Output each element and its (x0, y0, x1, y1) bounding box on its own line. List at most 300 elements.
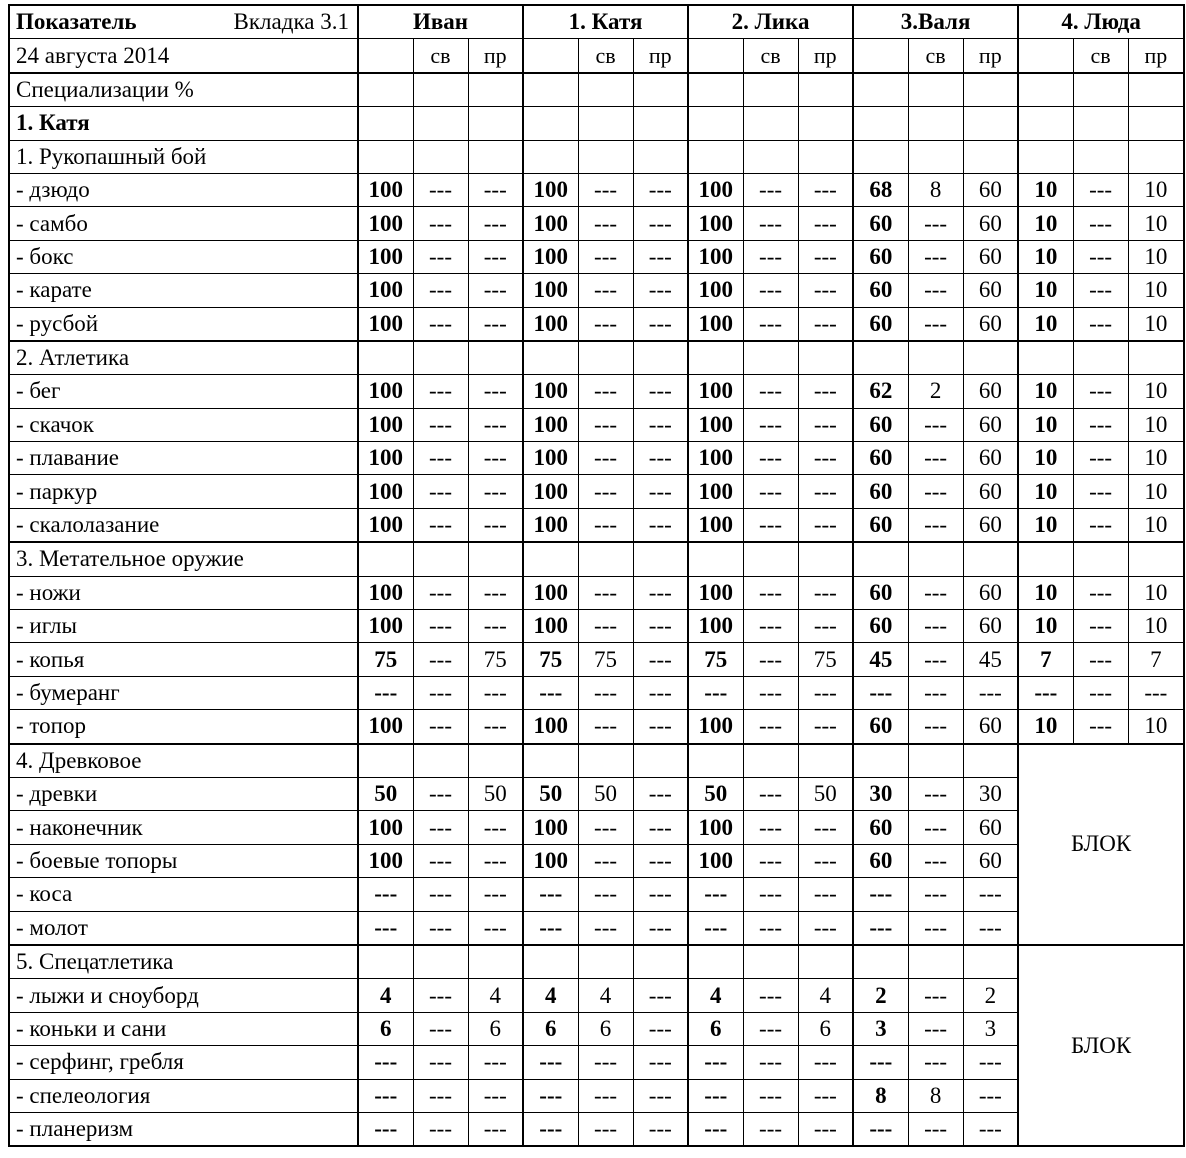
document-page (8, 4, 1178, 1154)
value-cell: --- (413, 911, 468, 945)
empty-cell (688, 39, 743, 73)
value-cell: --- (743, 240, 798, 273)
value-cell: --- (743, 442, 798, 475)
value-cell: 60 (853, 240, 908, 273)
value-cell: --- (413, 442, 468, 475)
value-cell: --- (798, 610, 853, 643)
value-cell: 30 (963, 777, 1018, 810)
row-label: - плавание (9, 442, 358, 475)
empty-cell (853, 73, 908, 107)
value-cell: --- (578, 408, 633, 441)
value-cell: 7 (1018, 643, 1073, 676)
value-cell: --- (1073, 508, 1128, 542)
subcolumn-sv: св (413, 39, 468, 73)
value-cell: 100 (523, 475, 578, 508)
value-cell: --- (578, 844, 633, 877)
empty-cell (743, 945, 798, 979)
value-cell: 6 (468, 1012, 523, 1045)
subcolumn-pr: пр (633, 39, 688, 73)
value-cell: --- (1073, 676, 1128, 709)
value-cell: --- (908, 508, 963, 542)
value-cell: --- (853, 878, 908, 911)
value-cell: --- (798, 844, 853, 877)
value-cell: --- (578, 207, 633, 240)
value-cell: 100 (688, 710, 743, 744)
value-cell: --- (468, 676, 523, 709)
empty-cell (798, 744, 853, 778)
value-cell: 75 (798, 643, 853, 676)
empty-cell (853, 542, 908, 576)
group-header: 4. Люда (1018, 5, 1184, 39)
empty-cell (798, 945, 853, 979)
value-cell: --- (413, 475, 468, 508)
value-cell: --- (853, 1046, 908, 1079)
value-cell: --- (908, 408, 963, 441)
value-cell: 60 (853, 844, 908, 877)
value-cell: --- (908, 610, 963, 643)
empty-cell (468, 542, 523, 576)
empty-cell (1018, 341, 1073, 375)
indicator-label: Показатель (16, 9, 137, 35)
value-cell: --- (523, 1046, 578, 1079)
value-cell: 100 (688, 375, 743, 408)
value-cell: 100 (358, 307, 413, 341)
empty-cell (908, 341, 963, 375)
value-cell: 7 (1128, 643, 1184, 676)
value-cell: --- (1018, 676, 1073, 709)
empty-cell (358, 107, 413, 140)
value-cell: --- (633, 207, 688, 240)
table-row (9, 643, 1184, 676)
section-heading: 5. Спецатлетика (9, 945, 358, 979)
value-cell: --- (633, 1112, 688, 1146)
empty-cell (743, 73, 798, 107)
value-cell: 45 (853, 643, 908, 676)
table-row (9, 375, 1184, 408)
value-cell: --- (1073, 576, 1128, 609)
table-row (9, 408, 1184, 441)
value-cell: 100 (523, 173, 578, 206)
value-cell: --- (413, 307, 468, 341)
value-cell: 10 (1128, 408, 1184, 441)
empty-cell (853, 341, 908, 375)
empty-cell (743, 341, 798, 375)
empty-cell (743, 107, 798, 140)
value-cell: --- (963, 1112, 1018, 1146)
value-cell: --- (468, 811, 523, 844)
value-cell: --- (908, 240, 963, 273)
table-row (9, 1112, 1184, 1146)
value-cell: --- (688, 676, 743, 709)
value-cell: --- (743, 610, 798, 643)
row-label: - дзюдо (9, 173, 358, 206)
value-cell: 75 (468, 643, 523, 676)
value-cell: --- (743, 576, 798, 609)
empty-cell (1128, 341, 1184, 375)
empty-cell (578, 945, 633, 979)
value-cell: 50 (523, 777, 578, 810)
empty-cell (633, 107, 688, 140)
value-cell: --- (633, 508, 688, 542)
block-cell: БЛОК (1018, 744, 1184, 945)
value-cell: --- (633, 576, 688, 609)
value-cell: --- (358, 878, 413, 911)
empty-cell (853, 39, 908, 73)
empty-cell (523, 341, 578, 375)
table-row (9, 1012, 1184, 1045)
value-cell: 10 (1018, 173, 1073, 206)
value-cell: --- (413, 508, 468, 542)
value-cell: --- (1073, 307, 1128, 341)
value-cell: --- (578, 811, 633, 844)
value-cell: --- (413, 576, 468, 609)
empty-cell (633, 140, 688, 173)
empty-cell (963, 744, 1018, 778)
value-cell: --- (633, 878, 688, 911)
empty-cell (413, 73, 468, 107)
value-cell: 10 (1128, 375, 1184, 408)
value-cell: --- (743, 508, 798, 542)
value-cell: --- (578, 610, 633, 643)
value-cell: 60 (963, 408, 1018, 441)
subcolumn-sv: св (1073, 39, 1128, 73)
table-row (9, 878, 1184, 911)
value-cell: 50 (358, 777, 413, 810)
value-cell: 60 (963, 207, 1018, 240)
value-cell: 60 (963, 610, 1018, 643)
value-cell: --- (743, 1112, 798, 1146)
section-heading: 4. Древковое (9, 744, 358, 778)
empty-cell (413, 744, 468, 778)
empty-cell (468, 744, 523, 778)
value-cell: --- (963, 1046, 1018, 1079)
value-cell: --- (1073, 240, 1128, 273)
value-cell: --- (908, 811, 963, 844)
row-label: - бумеранг (9, 676, 358, 709)
row-label: - древки (9, 777, 358, 810)
value-cell: --- (468, 207, 523, 240)
empty-cell (1128, 73, 1184, 107)
value-cell: --- (413, 610, 468, 643)
section-header-row (9, 945, 1184, 979)
empty-cell (633, 542, 688, 576)
header-row-names (9, 5, 1184, 39)
value-cell: --- (798, 1046, 853, 1079)
row-label: - спелеология (9, 1079, 358, 1112)
value-cell: --- (468, 408, 523, 441)
value-cell: 60 (963, 240, 1018, 273)
empty-cell (1018, 107, 1073, 140)
empty-cell (468, 140, 523, 173)
row-label: - копья (9, 643, 358, 676)
value-cell: --- (578, 1046, 633, 1079)
value-cell: 100 (358, 844, 413, 877)
value-cell: --- (633, 173, 688, 206)
value-cell: --- (908, 844, 963, 877)
row-label: - скачок (9, 408, 358, 441)
subcolumn-sv: св (908, 39, 963, 73)
table-row (9, 777, 1184, 810)
value-cell: --- (1073, 375, 1128, 408)
empty-cell (908, 945, 963, 979)
value-cell: --- (578, 375, 633, 408)
empty-cell (578, 542, 633, 576)
header-row-subcolumns (9, 39, 1184, 73)
value-cell: 4 (358, 979, 413, 1012)
value-cell: --- (798, 911, 853, 945)
value-cell: --- (468, 878, 523, 911)
section-title: Специализации % (9, 73, 358, 107)
value-cell: 60 (853, 207, 908, 240)
empty-cell (688, 140, 743, 173)
value-cell: 100 (688, 475, 743, 508)
empty-cell (468, 341, 523, 375)
value-cell: --- (578, 307, 633, 341)
empty-cell (798, 107, 853, 140)
value-cell: --- (468, 610, 523, 643)
row-label: - топор (9, 710, 358, 744)
value-cell: --- (908, 1112, 963, 1146)
table-row (9, 307, 1184, 341)
value-cell: --- (908, 979, 963, 1012)
value-cell: --- (468, 240, 523, 273)
value-cell: --- (798, 307, 853, 341)
group-header: 1. Катя (523, 5, 688, 39)
empty-cell (358, 744, 413, 778)
value-cell: 100 (523, 844, 578, 877)
value-cell: --- (1073, 274, 1128, 307)
header-indicator-cell (9, 5, 358, 39)
value-cell: --- (743, 811, 798, 844)
empty-cell (1018, 73, 1073, 107)
value-cell: 8 (853, 1079, 908, 1112)
empty-cell (523, 140, 578, 173)
value-cell: 100 (358, 811, 413, 844)
value-cell: 75 (688, 643, 743, 676)
value-cell: --- (798, 811, 853, 844)
value-cell: 100 (688, 576, 743, 609)
empty-cell (963, 107, 1018, 140)
value-cell: --- (468, 710, 523, 744)
value-cell: --- (853, 676, 908, 709)
value-cell: --- (908, 442, 963, 475)
row-label: - паркур (9, 475, 358, 508)
row-label: - скалолазание (9, 508, 358, 542)
value-cell: 100 (523, 408, 578, 441)
empty-cell (908, 542, 963, 576)
empty-cell (468, 73, 523, 107)
value-cell: --- (468, 911, 523, 945)
empty-cell (963, 73, 1018, 107)
value-cell: --- (743, 1079, 798, 1112)
value-cell: 4 (578, 979, 633, 1012)
group-header: 2. Лика (688, 5, 853, 39)
value-cell: 100 (688, 844, 743, 877)
value-cell: 4 (688, 979, 743, 1012)
value-cell: 100 (688, 274, 743, 307)
value-cell: --- (468, 1112, 523, 1146)
value-cell: 6 (798, 1012, 853, 1045)
value-cell: --- (633, 777, 688, 810)
row-label: - русбой (9, 307, 358, 341)
empty-cell (523, 744, 578, 778)
row-label: - лыжи и сноуборд (9, 979, 358, 1012)
row-label: - планеризм (9, 1112, 358, 1146)
value-cell: --- (1073, 173, 1128, 206)
value-cell: 2 (908, 375, 963, 408)
value-cell: 10 (1128, 274, 1184, 307)
value-cell: --- (963, 676, 1018, 709)
value-cell: --- (633, 240, 688, 273)
value-cell: 100 (523, 207, 578, 240)
table-row (9, 979, 1184, 1012)
value-cell: --- (413, 274, 468, 307)
value-cell: 60 (853, 710, 908, 744)
value-cell: --- (578, 576, 633, 609)
value-cell: 10 (1128, 442, 1184, 475)
value-cell: 100 (688, 408, 743, 441)
value-cell: --- (523, 1112, 578, 1146)
value-cell: 100 (358, 610, 413, 643)
empty-cell (688, 107, 743, 140)
value-cell: 10 (1018, 610, 1073, 643)
value-cell: --- (413, 811, 468, 844)
value-cell: 100 (688, 240, 743, 273)
value-cell: --- (468, 576, 523, 609)
value-cell: --- (413, 878, 468, 911)
row-label: - бокс (9, 240, 358, 273)
value-cell: 100 (523, 576, 578, 609)
value-cell: --- (523, 1079, 578, 1112)
row-label: - коса (9, 878, 358, 911)
empty-cell (1128, 542, 1184, 576)
value-cell: --- (468, 1079, 523, 1112)
empty-cell (688, 73, 743, 107)
value-cell: 75 (523, 643, 578, 676)
empty-cell (413, 341, 468, 375)
report-date: 24 августа 2014 (9, 39, 358, 73)
empty-cell (523, 39, 578, 73)
value-cell: 100 (523, 442, 578, 475)
empty-cell (908, 140, 963, 173)
value-cell: --- (413, 375, 468, 408)
section-title-row (9, 73, 1184, 107)
value-cell: --- (578, 240, 633, 273)
empty-cell (688, 744, 743, 778)
row-label: - молот (9, 911, 358, 945)
empty-cell (798, 140, 853, 173)
value-cell: 60 (963, 274, 1018, 307)
value-cell: --- (413, 979, 468, 1012)
value-cell: --- (468, 375, 523, 408)
value-cell: 60 (853, 576, 908, 609)
value-cell: --- (798, 442, 853, 475)
value-cell: 60 (963, 375, 1018, 408)
subcolumn-pr: пр (798, 39, 853, 73)
empty-cell (633, 341, 688, 375)
empty-cell (908, 73, 963, 107)
block-cell: БЛОК (1018, 945, 1184, 1146)
value-cell: --- (633, 979, 688, 1012)
row-label: - серфинг, гребля (9, 1046, 358, 1079)
value-cell: --- (633, 375, 688, 408)
value-cell: 100 (688, 811, 743, 844)
empty-cell (578, 107, 633, 140)
value-cell: --- (908, 777, 963, 810)
value-cell: 8 (908, 1079, 963, 1112)
subcolumn-pr: пр (963, 39, 1018, 73)
subcolumn-sv: св (578, 39, 633, 73)
table-row (9, 442, 1184, 475)
empty-cell (688, 341, 743, 375)
value-cell: 6 (523, 1012, 578, 1045)
value-cell: 3 (963, 1012, 1018, 1045)
table-row (9, 1046, 1184, 1079)
value-cell: --- (358, 911, 413, 945)
value-cell: 100 (358, 710, 413, 744)
empty-cell (633, 744, 688, 778)
value-cell: 50 (578, 777, 633, 810)
value-cell: --- (413, 1012, 468, 1045)
value-cell: --- (633, 643, 688, 676)
value-cell: --- (963, 911, 1018, 945)
value-cell: --- (1128, 676, 1184, 709)
value-cell: --- (578, 911, 633, 945)
empty-cell (1018, 140, 1073, 173)
value-cell: --- (798, 1079, 853, 1112)
empty-cell (578, 744, 633, 778)
row-label: - самбо (9, 207, 358, 240)
value-cell: --- (743, 777, 798, 810)
value-cell: --- (633, 475, 688, 508)
value-cell: 100 (358, 240, 413, 273)
value-cell: --- (743, 207, 798, 240)
empty-cell (358, 341, 413, 375)
empty-cell (578, 73, 633, 107)
value-cell: 60 (853, 442, 908, 475)
value-cell: --- (798, 240, 853, 273)
value-cell: 100 (523, 274, 578, 307)
person-title: 1. Катя (9, 107, 358, 140)
value-cell: --- (413, 844, 468, 877)
value-cell: --- (798, 676, 853, 709)
value-cell: --- (523, 878, 578, 911)
value-cell: 10 (1128, 173, 1184, 206)
value-cell: --- (523, 911, 578, 945)
value-cell: --- (963, 878, 1018, 911)
row-label: - наконечник (9, 811, 358, 844)
value-cell: 10 (1018, 475, 1073, 508)
value-cell: --- (633, 1046, 688, 1079)
value-cell: --- (798, 375, 853, 408)
empty-cell (688, 945, 743, 979)
value-cell: --- (688, 1046, 743, 1079)
value-cell: --- (523, 676, 578, 709)
empty-cell (853, 744, 908, 778)
value-cell: --- (908, 710, 963, 744)
value-cell: --- (688, 911, 743, 945)
value-cell: 10 (1128, 207, 1184, 240)
value-cell: 100 (523, 375, 578, 408)
empty-cell (1128, 140, 1184, 173)
table-row (9, 911, 1184, 945)
subcolumn-pr: пр (468, 39, 523, 73)
value-cell: --- (358, 676, 413, 709)
value-cell: 100 (688, 442, 743, 475)
value-cell: 60 (963, 173, 1018, 206)
empty-cell (688, 542, 743, 576)
value-cell: 10 (1128, 475, 1184, 508)
